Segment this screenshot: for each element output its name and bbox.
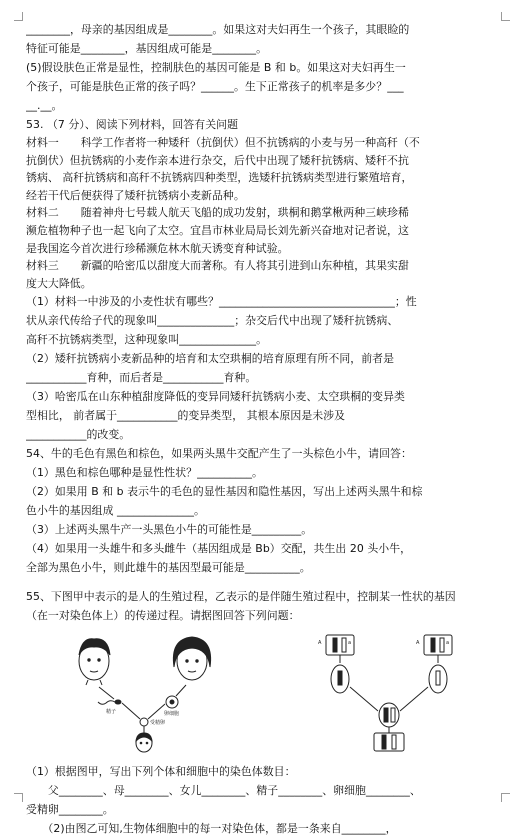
question-54-heading: 54、牛的毛色有黑色和棕色，如果两头黑牛交配产生了一头棕色小牛，请回答： (26, 447, 412, 461)
page-corner-mark (501, 12, 510, 21)
material-1-line: 抗倒伏）但抗锈病的小麦作亲本进行杂交，后代中出现了矮秆抗锈病、矮秆不抗 (26, 153, 409, 167)
page-corner-mark (14, 12, 23, 21)
question-53-3-line: （3）哈密瓜在山东种植甜度降低的变异同矮秆抗锈病小麦、太空珙桐的变异类 (26, 390, 405, 404)
question-53-1-line: 状从亲代传给子代的现象叫______________；杂交后代中出现了矮秆抗锈病、 (26, 314, 399, 328)
question-55-1-line: 父________、母________、女儿________、精子________、卵细胞________、 (26, 784, 421, 798)
material-1-line: 经若干代后便获得了矮秆抗锈病小麦新品种。 (26, 188, 245, 202)
question-55-figure (26, 629, 502, 756)
text-line: (5)假设肤色正常是显性，控制肤色的基因可能是 B 和 b。如果这对夫妇再生一 (26, 61, 406, 74)
egg-cell-label: 卵细胞 (164, 711, 180, 718)
material-1-line: 材料一 科学工作者将一种矮秆（抗倒伏）但不抗锈病的小麦与另一种高秆（不 (26, 136, 420, 149)
question-55-line: （在一对染色体上）的传递过程。请据图回答下列问题： (26, 609, 300, 623)
material-2-line: 濒危植物种子也一起飞向了太空。宜昌市林业局局长刘先新兴奋地对记者说，这 (26, 223, 409, 237)
chromosome-gene-diagram (312, 629, 472, 754)
reproduction-diagram (64, 629, 264, 754)
question-53-2-line: ___________育种，而后者是___________育种。 (26, 371, 257, 385)
worksheet-page (26, 20, 502, 838)
parent-cell-left (318, 635, 354, 655)
daughter-head-icon (136, 733, 152, 752)
question-54-4-line: （4）如果用一头雄牛和多头雌牛（基因组成是 Bb）交配，共生出 20 头小牛， (26, 542, 412, 556)
parent-cell-right (416, 635, 452, 655)
question-54-1: （1）黑色和棕色哪种是显性性状？__________。 (26, 466, 263, 480)
sperm-icon (98, 687, 121, 704)
material-2-line: 材料二 随着神舟七号载人航天飞船的成功发射，珙桐和鹅掌楸两种三峡珍稀 (26, 206, 409, 220)
gene-label: A (416, 640, 420, 647)
mother-head-icon (173, 637, 210, 680)
question-53-1-line: （1）材料一中涉及的小麦性状有哪些？________________________________；性 (26, 295, 417, 309)
material-3-line: 材料三 新疆的哈密瓜以甜度大而著称。有人将其引进到山东种植，其果实甜 (26, 259, 409, 273)
question-55-2-line: （2)由图乙可知,生物体细胞中的每一对染色体，都是一条来自________， (26, 822, 397, 836)
question-54-4-line: 全部为黑色小牛，则此雄牛的基因型最可能是__________。 (26, 561, 311, 575)
material-3-line: 度大大降低。 (26, 276, 92, 290)
question-55-1-line: （1）根据图甲，写出下列个体和细胞中的染色体数目： (26, 765, 296, 779)
question-53-1-line: 高秆不抗锈病类型，这种现象叫______________。 (26, 333, 268, 347)
question-54-2-line: 色小牛的基因组成 ______________。 (26, 504, 205, 518)
question-53-2-line: （2）矮秆抗锈病小麦新品种的培育和太空珙桐的培育原理有所不同，前者是 (26, 352, 395, 366)
gene-label: a (446, 640, 450, 647)
zygote-cell (374, 703, 404, 751)
egg-cell-icon (166, 685, 186, 708)
text-line: ________，母亲的基因组成是________。如果这对夫妇再生一个孩子，其眼睑的 (26, 23, 410, 36)
material-2-line: 是我国迄今首次进行珍稀濒危林木航天诱变育种试验。 (26, 241, 289, 255)
question-54-3: （3）上述两头黑牛产一头黑色小牛的可能性是_________。 (26, 523, 313, 537)
zygote-label: 受精卵 (150, 720, 166, 727)
gene-label: A (318, 640, 322, 647)
page-corner-mark (14, 793, 23, 802)
question-53-heading: 53. （7 分）、阅读下列材料，回答有关问题 (26, 118, 239, 131)
question-55-heading: 55、下图甲中表示的是人的生殖过程，乙表示的是伴随生殖过程中，控制某一性状的基因 (26, 590, 456, 604)
sperm-label: 精子 (106, 709, 117, 716)
text-line: 个孩子，可能是肤色正常的孩子吗？______。生下正常孩子的机率是多少？___ (26, 80, 404, 93)
fertilization-arrows (122, 703, 165, 733)
question-55-1-line: 受精卵________。 (26, 803, 114, 817)
father-head-icon (79, 639, 110, 685)
material-1-line: 锈病、 高秆抗锈病和高秆不抗锈病四种类型，选矮秆抗锈病类型进行繁殖培育， (26, 171, 413, 185)
question-53-3-line: ___________的改变。 (26, 428, 131, 442)
page-corner-mark (501, 793, 510, 802)
question-54-2-line: （2）如果用 B 和 b 表示牛的毛色的显性基因和隐性基因，写出上述两头黑牛和棕 (26, 485, 423, 499)
gene-label: a (348, 640, 352, 647)
text-line: 特征可能是________，基因组成可能是________。 (26, 42, 268, 55)
question-53-3-line: 型相比， 前者属于___________的变异类型， 其根本原因是未涉及 (26, 409, 346, 423)
text-line: __.__。 (26, 99, 63, 112)
